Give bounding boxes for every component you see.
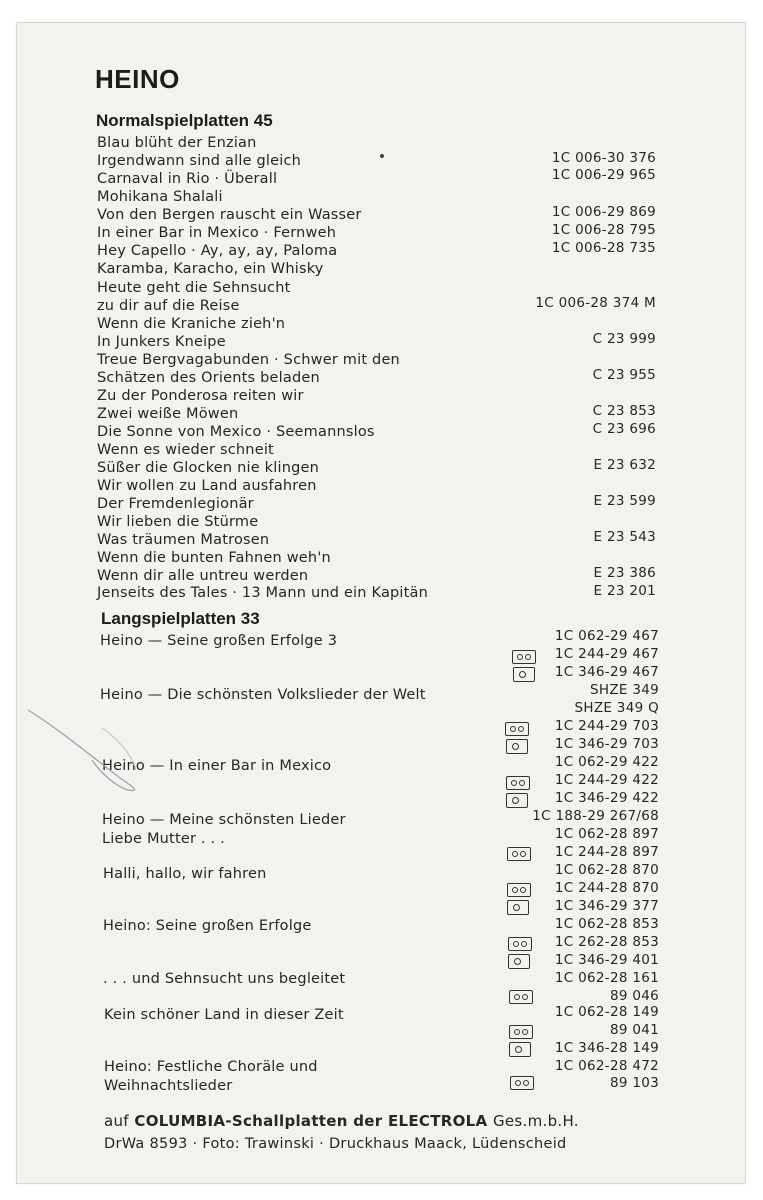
catalogue-number: 1C 006-28 374 M <box>535 295 656 311</box>
lp-title: Heino: Seine großen Erfolge <box>103 918 312 934</box>
single-title: Zwei weiße Möwen <box>97 406 239 422</box>
catalogue-number: C 23 955 <box>592 367 656 383</box>
single-title: Was träumen Matrosen <box>97 532 270 548</box>
lp-title: Heino — Die schönsten Volkslieder der Welt <box>100 687 426 703</box>
catalogue-number: 1C 062-28 161 <box>554 970 659 986</box>
lps-heading: Langspielplatten 33 <box>101 609 260 628</box>
lp-title: Heino — Seine großen Erfolge 3 <box>100 633 338 649</box>
catalogue-number: 1C 346-29 467 <box>554 664 659 680</box>
catalogue-number: C 23 853 <box>592 403 656 419</box>
single-title: Karamba, Karacho, ein Whisky <box>97 261 324 277</box>
publisher-label: COLUMBIA-Schallplatten der ELECTROLA <box>134 1112 488 1130</box>
catalogue-number: 1C 062-29 467 <box>554 628 659 644</box>
single-title: Der Fremdenlegionär <box>97 496 254 512</box>
catalogue-number: 1C 006-28 795 <box>551 222 656 238</box>
cassette-icon <box>506 739 528 754</box>
catalogue-number: 1C 244-28 897 <box>554 844 659 860</box>
cassette-icon <box>507 900 529 915</box>
cassette-icon <box>506 793 528 808</box>
catalogue-number: SHZE 349 <box>590 682 659 698</box>
catalogue-number: E 23 632 <box>593 457 656 473</box>
catalogue-number: 1C 262-28 853 <box>554 934 659 950</box>
catalogue-number: 1C 346-29 703 <box>554 736 659 752</box>
catalogue-number: 1C 244-28 870 <box>554 880 659 896</box>
single-title: Wenn die Kraniche zieh'n <box>97 316 286 332</box>
pencil-mark <box>20 700 160 800</box>
catalogue-number: 1C 244-29 467 <box>554 646 659 662</box>
catalogue-number: 89 046 <box>609 988 659 1004</box>
tape-icon <box>507 883 531 897</box>
catalogue-number: 1C 062-28 853 <box>554 916 659 932</box>
catalogue-number: E 23 543 <box>593 529 656 545</box>
single-title: Zu der Ponderosa reiten wir <box>97 388 304 404</box>
catalogue-number: 1C 006-29 869 <box>551 204 656 220</box>
catalogue-number: 89 041 <box>609 1022 659 1038</box>
lp-title: Liebe Mutter . . . <box>102 831 225 847</box>
single-title: Mohikana Shalali <box>97 189 223 205</box>
single-title: Hey Capello · Ay, ay, ay, Paloma <box>97 243 338 259</box>
lp-title: Halli, hallo, wir fahren <box>103 866 267 882</box>
single-title: Von den Bergen rauscht ein Wasser <box>97 207 362 223</box>
catalogue-number: E 23 201 <box>593 583 656 599</box>
single-title: Wenn die bunten Fahnen weh'n <box>97 550 331 566</box>
catalogue-number: SHZE 349 Q <box>574 700 659 716</box>
catalogue-number: 1C 346-29 377 <box>554 898 659 914</box>
tape-icon <box>509 1025 533 1039</box>
cassette-icon <box>509 1042 531 1057</box>
single-title: Blau blüht der Enzian <box>97 135 257 151</box>
catalogue-number: 1C 346-29 422 <box>554 790 659 806</box>
single-title: Wenn dir alle untreu werden <box>97 568 309 584</box>
single-title: Jenseits des Tales · 13 Mann und ein Kapitän <box>97 585 429 601</box>
lp-title: Heino: Festliche Choräle und <box>104 1059 318 1075</box>
lp-title: Heino — Meine schönsten Lieder <box>102 812 346 828</box>
catalogue-number: 1C 244-29 703 <box>554 718 659 734</box>
catalogue-number: 1C 188-29 267/68 <box>532 808 659 824</box>
tape-icon <box>508 937 532 951</box>
lp-title: . . . und Sehnsucht uns begleitet <box>103 971 346 987</box>
single-title: Heute geht die Sehnsucht <box>97 280 291 296</box>
tape-icon <box>509 990 533 1004</box>
single-title: In Junkers Kneipe <box>97 334 226 350</box>
catalogue-number: E 23 386 <box>593 565 656 581</box>
catalogue-number: 1C 346-28 149 <box>554 1040 659 1056</box>
catalogue-number: 1C 062-28 870 <box>554 862 659 878</box>
single-title: Wir wollen zu Land ausfahren <box>97 478 317 494</box>
catalogue-number: 1C 346-29 401 <box>554 952 659 968</box>
publisher-suffix: Ges.m.b.H. <box>492 1112 579 1130</box>
catalogue-number: 1C 006-29 965 <box>551 167 656 183</box>
single-title: Irgendwann sind alle gleich <box>97 153 302 169</box>
catalogue-number: 1C 062-29 422 <box>554 754 659 770</box>
single-title: Schätzen des Orients beladen <box>97 370 320 386</box>
cassette-icon <box>513 667 535 682</box>
tape-icon <box>507 847 531 861</box>
single-title: Wenn es wieder schneit <box>97 442 274 458</box>
cassette-icon <box>508 954 530 969</box>
print-credits: DrWa 8593 · Foto: Trawinski · Druckhaus Maack, Lüdenscheid <box>104 1136 567 1152</box>
single-title: Treue Bergvagabunden · Schwer mit den <box>97 352 400 368</box>
single-title: Die Sonne von Mexico · Seemannslos <box>97 424 375 440</box>
tape-icon <box>506 776 530 790</box>
catalogue-number: C 23 696 <box>592 421 656 437</box>
catalogue-number: 1C 006-30 376 <box>551 150 656 166</box>
single-title: zu dir auf die Reise <box>97 298 240 314</box>
catalogue-number: 1C 062-28 472 <box>554 1058 659 1074</box>
lp-title: Kein schöner Land in dieser Zeit <box>104 1007 344 1023</box>
catalogue-number: 1C 244-29 422 <box>554 772 659 788</box>
catalogue-number: 89 103 <box>609 1075 659 1091</box>
catalogue-number: C 23 999 <box>592 331 656 347</box>
singles-heading: Normalspielplatten 45 <box>96 111 273 130</box>
catalogue-number: 1C 062-28 897 <box>554 826 659 842</box>
tape-icon <box>512 650 536 664</box>
tape-icon <box>510 1076 534 1090</box>
lp-title: Weihnachtslieder <box>104 1078 233 1094</box>
page-title: HEINO <box>95 64 180 94</box>
publisher-line <box>104 1112 579 1130</box>
single-title: Süßer die Glocken nie klingen <box>97 460 319 476</box>
catalogue-number: 1C 062-28 149 <box>554 1004 659 1020</box>
catalogue-number: 1C 006-28 735 <box>551 240 656 256</box>
tape-icon <box>505 722 529 736</box>
single-title: Wir lieben die Stürme <box>97 514 259 530</box>
catalogue-number: E 23 599 <box>593 493 656 509</box>
lp-title: Heino — In einer Bar in Mexico <box>102 758 332 774</box>
publisher-prefix: auf <box>104 1112 129 1130</box>
single-title: In einer Bar in Mexico · Fernweh <box>97 225 337 241</box>
single-title: Carnaval in Rio · Überall <box>97 171 278 187</box>
ink-dot <box>380 154 384 158</box>
